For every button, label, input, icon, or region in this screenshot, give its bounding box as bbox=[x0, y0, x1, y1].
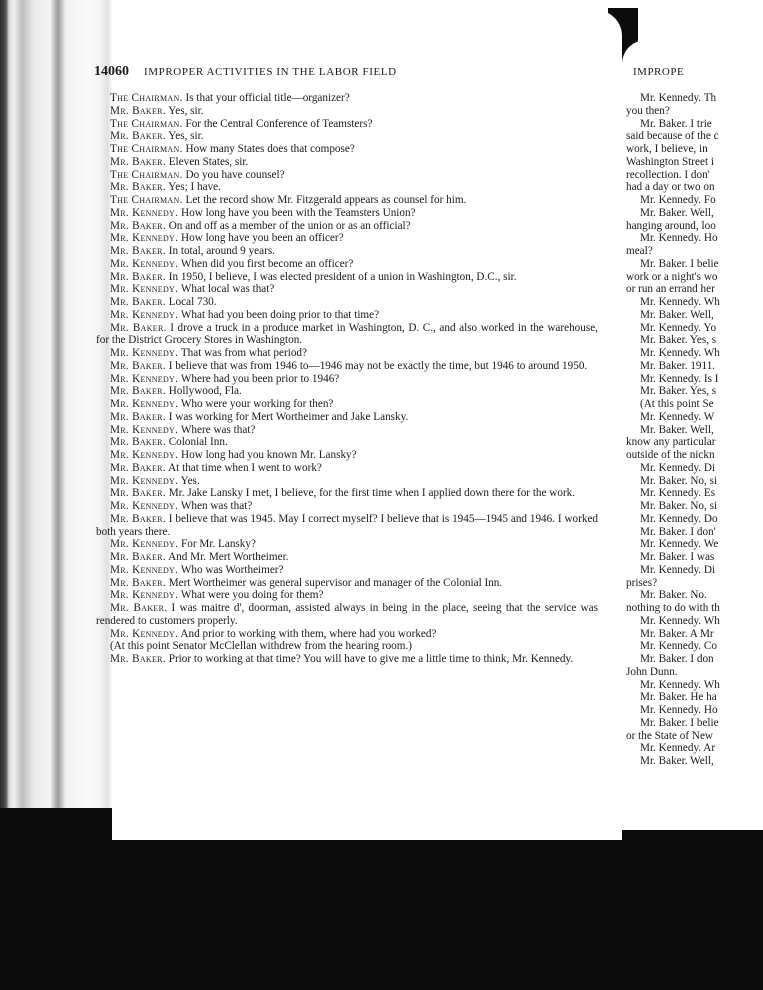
speaker-name: Mr. Baker. bbox=[110, 296, 166, 308]
transcript-paragraph bbox=[96, 385, 598, 398]
speech-text: Yes, sir. bbox=[165, 104, 204, 117]
right-page-line: Mr. Kennedy. Wh bbox=[640, 614, 720, 627]
speech-text: When was that? bbox=[178, 500, 253, 512]
speech-text: Colonial Inn. bbox=[165, 436, 228, 449]
right-page-line: Mr. Kennedy. Yo bbox=[640, 321, 717, 334]
right-page-line: Mr. Kennedy. Di bbox=[640, 563, 716, 576]
transcript-paragraph bbox=[96, 360, 598, 373]
transcript-paragraph bbox=[96, 156, 598, 169]
right-page-line: Mr. Kennedy. Is I bbox=[640, 372, 719, 385]
right-page bbox=[622, 40, 763, 830]
speech-text: I believe that was 1945. May I correct myself? I believe that is 1945—1945 and 1946. I worked both years there. bbox=[96, 512, 598, 538]
speaker-name: The Chairman. bbox=[110, 92, 183, 104]
right-page-line: Mr. Kennedy. Di bbox=[640, 461, 716, 474]
right-page-line: Mr. Kennedy. Wh bbox=[640, 296, 720, 308]
speech-text: I was working for Mert Wortheimer and Jake Lansky. bbox=[165, 410, 409, 423]
transcript-paragraph bbox=[96, 322, 598, 348]
hearing-transcript bbox=[96, 92, 598, 666]
speech-text: How long have you been an officer? bbox=[178, 232, 344, 245]
transcript-paragraph bbox=[96, 602, 598, 628]
speaker-name: Mr. Kennedy. bbox=[110, 308, 179, 321]
right-page-line: or run an errand her bbox=[626, 283, 715, 296]
right-page-line: or the State of New bbox=[626, 729, 713, 742]
right-page-line: work or a night's wo bbox=[626, 270, 718, 283]
right-page-line: Mr. Baker. I don' bbox=[640, 525, 716, 538]
speaker-name: Mr. Baker. bbox=[110, 155, 166, 168]
transcript-paragraph bbox=[96, 424, 598, 437]
right-page-line: Mr. Baker. Yes, s bbox=[640, 334, 717, 347]
right-page-line: Mr. Baker. Well, bbox=[640, 423, 714, 436]
right-page-line: Washington Street i bbox=[626, 155, 714, 168]
transcript-paragraph bbox=[96, 551, 598, 564]
speaker-name: Mr. Kennedy. bbox=[110, 627, 179, 640]
speech-text: Where was that? bbox=[178, 423, 256, 436]
speech-text: What were you doing for them? bbox=[178, 589, 324, 602]
transcript-paragraph bbox=[96, 398, 598, 411]
right-page-line: had a day or two on bbox=[626, 181, 715, 194]
right-page-line: Mr. Baker. No. bbox=[640, 589, 707, 602]
transcript-paragraph bbox=[96, 577, 598, 590]
right-page-line: Mr. Kennedy. Do bbox=[640, 512, 718, 525]
right-page-line: you then? bbox=[626, 104, 670, 117]
speech-text: How long had you known Mr. Lansky? bbox=[178, 449, 357, 461]
speaker-name: Mr. Baker. bbox=[110, 321, 167, 334]
transcript-paragraph bbox=[96, 589, 598, 602]
speaker-name: Mr. Baker. bbox=[110, 512, 166, 525]
speech-text: In 1950, I believe, I was elected president of a union in Washington, D.C., sir. bbox=[165, 270, 517, 283]
speech-text: Eleven States, sir. bbox=[165, 155, 249, 168]
right-page-line: Mr. Baker. I was bbox=[640, 551, 715, 563]
transcript-paragraph bbox=[96, 411, 598, 424]
speaker-name: Mr. Baker. bbox=[110, 270, 166, 283]
transcript-paragraph bbox=[96, 347, 598, 360]
right-page-text bbox=[626, 92, 763, 768]
speech-text: Who were your working for then? bbox=[178, 398, 334, 410]
transcript-paragraph bbox=[96, 207, 598, 220]
speaker-name: Mr. Kennedy. bbox=[110, 423, 179, 436]
speaker-name: Mr. Kennedy. bbox=[110, 347, 179, 359]
right-page-line: Mr. Baker. He ha bbox=[640, 691, 717, 704]
speech-text: How many States does that compose? bbox=[182, 143, 355, 155]
transcript-paragraph bbox=[96, 640, 598, 653]
speech-text: Yes; I have. bbox=[165, 181, 221, 194]
transcript-paragraph bbox=[96, 436, 598, 449]
transcript-paragraph bbox=[96, 462, 598, 475]
speaker-name: Mr. Kennedy. bbox=[110, 449, 179, 461]
right-page-line: prises? bbox=[626, 576, 658, 589]
right-page-line: Mr. Kennedy. Co bbox=[640, 640, 717, 653]
transcript-paragraph bbox=[96, 105, 598, 118]
speech-text: Let the record show Mr. Fitzgerald appears as counsel for him. bbox=[182, 194, 467, 206]
transcript-paragraph bbox=[96, 181, 598, 194]
speaker-name: Mr. Baker. bbox=[110, 461, 166, 474]
right-page-line: meal? bbox=[626, 245, 653, 257]
transcript-paragraph bbox=[96, 309, 598, 322]
speaker-name: Mr. Kennedy. bbox=[110, 206, 179, 219]
speech-text: Mr. Jake Lansky I met, I believe, for the first time when I applied down there for the work. bbox=[165, 487, 576, 500]
right-page-line: Mr. Baker. No, si bbox=[640, 474, 718, 487]
right-page-line: said because of the c bbox=[626, 130, 719, 143]
speech-text: On and off as a member of the union or as an official? bbox=[165, 219, 411, 232]
transcript-paragraph bbox=[96, 296, 598, 309]
right-running-title: IMPROPE bbox=[633, 66, 685, 78]
speaker-name: Mr. Baker. bbox=[110, 487, 166, 500]
speech-text: Do you have counsel? bbox=[182, 168, 285, 181]
speaker-name: Mr. Kennedy. bbox=[110, 232, 179, 245]
transcript-paragraph bbox=[96, 220, 598, 233]
right-page-line: Mr. Baker. No, si bbox=[640, 500, 718, 512]
speaker-name: Mr. Kennedy. bbox=[110, 372, 179, 385]
speaker-name: Mr. Baker. bbox=[110, 653, 166, 665]
speaker-name: Mr. Kennedy. bbox=[110, 398, 179, 410]
right-page-line: Mr. Kennedy. Ar bbox=[640, 742, 716, 755]
right-page-line: Mr. Baker. Yes, s bbox=[640, 385, 717, 398]
page-header bbox=[94, 64, 614, 80]
right-page-line: Mr. Kennedy. Es bbox=[640, 487, 716, 500]
transcript-paragraph bbox=[96, 564, 598, 577]
speech-text: In total, around 9 years. bbox=[165, 245, 275, 257]
transcript-paragraph bbox=[96, 130, 598, 143]
transcript-paragraph bbox=[96, 92, 598, 105]
speech-text: Is that your official title—organizer? bbox=[182, 92, 350, 104]
right-page-line: Mr. Kennedy. Ho bbox=[640, 704, 718, 716]
speaker-name: Mr. Kennedy. bbox=[110, 589, 179, 602]
speaker-name: Mr. Baker. bbox=[110, 104, 166, 117]
right-page-line: Mr. Kennedy. W bbox=[640, 410, 715, 423]
right-page-line: Mr. Baker. I belie bbox=[640, 257, 719, 270]
right-page-line: Mr. Baker. I don bbox=[640, 653, 714, 665]
right-page-line: Mr. Baker. I trie bbox=[640, 117, 712, 130]
transcript-paragraph bbox=[96, 232, 598, 245]
transcript-paragraph bbox=[96, 487, 598, 500]
transcript-paragraph bbox=[96, 475, 598, 488]
transcript-paragraph bbox=[96, 500, 598, 513]
transcript-paragraph bbox=[96, 271, 598, 284]
running-title: IMPROPER ACTIVITIES IN THE LABOR FIELD bbox=[144, 66, 397, 78]
speaker-name: Mr. Baker. bbox=[110, 385, 166, 398]
right-page-line: John Dunn. bbox=[626, 665, 678, 678]
right-page-line: Mr. Baker. A Mr bbox=[640, 627, 714, 640]
transcript-paragraph bbox=[96, 538, 598, 551]
speaker-name: Mr. Baker. bbox=[110, 436, 166, 449]
speech-text: I drove a truck in a produce market in Washington, D. C., and also worked in the warehouse, for the District Grocery Stores in Washington. bbox=[96, 321, 598, 347]
transcript-paragraph bbox=[96, 628, 598, 641]
speaker-name: Mr. Baker. bbox=[110, 551, 166, 563]
speaker-name: Mr. Kennedy. bbox=[110, 563, 179, 576]
speech-text: At that time when I went to work? bbox=[165, 461, 322, 474]
speaker-name: Mr. Baker. bbox=[110, 245, 166, 257]
right-page-line: Mr. Kennedy. Th bbox=[640, 92, 717, 104]
transcript-paragraph bbox=[96, 143, 598, 156]
speech-text: How long have you been with the Teamsters Union? bbox=[178, 206, 416, 219]
right-page-line: Mr. Kennedy. Wh bbox=[640, 678, 720, 691]
speaker-name: Mr. Kennedy. bbox=[110, 257, 179, 270]
right-page-line: Mr. Baker. 1911. bbox=[640, 359, 716, 372]
speaker-name: The Chairman. bbox=[110, 143, 183, 155]
speech-text: For the Central Conference of Teamsters? bbox=[182, 117, 373, 130]
speaker-name: Mr. Baker. bbox=[110, 219, 166, 232]
speech-text: For Mr. Lansky? bbox=[178, 538, 256, 551]
speaker-name: Mr. Baker. bbox=[110, 576, 166, 589]
speaker-name: Mr. Kennedy. bbox=[110, 283, 179, 296]
speech-text: That was from what period? bbox=[178, 347, 307, 359]
transcript-paragraph bbox=[96, 194, 598, 207]
speech-text: Who was Wortheimer? bbox=[178, 563, 284, 576]
transcript-paragraph bbox=[96, 283, 598, 296]
right-page-line: Mr. Kennedy. Ho bbox=[640, 232, 718, 245]
transcript-paragraph bbox=[96, 169, 598, 182]
speaker-name: Mr. Kennedy. bbox=[110, 538, 179, 551]
right-page-line: outside of the nickn bbox=[626, 449, 715, 461]
right-page-line: Mr. Baker. Well, bbox=[640, 308, 714, 321]
speech-text: Prior to working at that time? You will have to give me a little time to think, Mr. Kennedy. bbox=[165, 653, 574, 665]
speech-text: (At this point Senator McClellan withdrew from the hearing room.) bbox=[110, 640, 412, 653]
speech-text: Hollywood, Fla. bbox=[165, 385, 242, 398]
right-page-line: Mr. Baker. I belie bbox=[640, 716, 719, 729]
speech-text: And Mr. Mert Wortheimer. bbox=[165, 551, 289, 563]
page-number: 14060 bbox=[94, 64, 129, 79]
speech-text: I believe that was from 1946 to—1946 may not be exactly the time, but 1946 to around 1950. bbox=[165, 359, 588, 372]
speech-text: Local 730. bbox=[165, 296, 217, 308]
right-page-line: Mr. Baker. Well, bbox=[640, 206, 714, 219]
speaker-name: Mr. Baker. bbox=[110, 359, 166, 372]
transcript-paragraph bbox=[96, 449, 598, 462]
speaker-name: Mr. Baker. bbox=[110, 130, 166, 143]
right-page-line: nothing to do with th bbox=[626, 602, 720, 614]
speech-text: What had you been doing prior to that time? bbox=[178, 308, 380, 321]
speech-text: I was maitre d', doorman, assisted always in being in the place, seeing that the service was rendered to customers properly. bbox=[96, 602, 598, 627]
speech-text: Mert Wortheimer was general supervisor and manager of the Colonial Inn. bbox=[165, 576, 503, 589]
transcript-paragraph bbox=[96, 373, 598, 386]
speech-text: Where had you been prior to 1946? bbox=[178, 372, 340, 385]
transcript-paragraph bbox=[96, 653, 598, 666]
speaker-name: The Chairman. bbox=[110, 168, 183, 181]
speech-text: Yes, sir. bbox=[165, 130, 204, 143]
transcript-paragraph bbox=[96, 118, 598, 131]
speech-text: What local was that? bbox=[178, 283, 275, 296]
speaker-name: Mr. Kennedy. bbox=[110, 500, 179, 512]
right-page-line: recollection. I don' bbox=[626, 168, 710, 181]
speech-text: When did you first become an officer? bbox=[178, 257, 354, 270]
right-page-line: hanging around, loo bbox=[626, 219, 716, 232]
right-page-line: know any particular bbox=[626, 436, 716, 449]
right-page-line: Mr. Kennedy. We bbox=[640, 538, 719, 551]
speaker-name: Mr. Kennedy. bbox=[110, 474, 179, 487]
speaker-name: Mr. Baker. bbox=[110, 181, 166, 194]
right-page-line: Mr. Baker. Well, bbox=[640, 755, 714, 767]
transcript-paragraph bbox=[96, 245, 598, 258]
transcript-paragraph bbox=[96, 258, 598, 271]
right-page-line: Mr. Kennedy. Wh bbox=[640, 347, 720, 359]
speaker-name: Mr. Baker. bbox=[110, 602, 168, 614]
right-page-line: (At this point Se bbox=[640, 398, 714, 410]
right-page-line: Mr. Kennedy. Fo bbox=[640, 194, 716, 206]
speech-text: Yes. bbox=[178, 474, 200, 487]
speaker-name: The Chairman. bbox=[110, 194, 183, 206]
right-page-line: work, I believe, in bbox=[626, 143, 708, 155]
speaker-name: Mr. Baker. bbox=[110, 410, 166, 423]
speaker-name: The Chairman. bbox=[110, 117, 183, 130]
transcript-paragraph bbox=[96, 513, 598, 539]
speech-text: And prior to working with them, where had you worked? bbox=[178, 627, 437, 640]
